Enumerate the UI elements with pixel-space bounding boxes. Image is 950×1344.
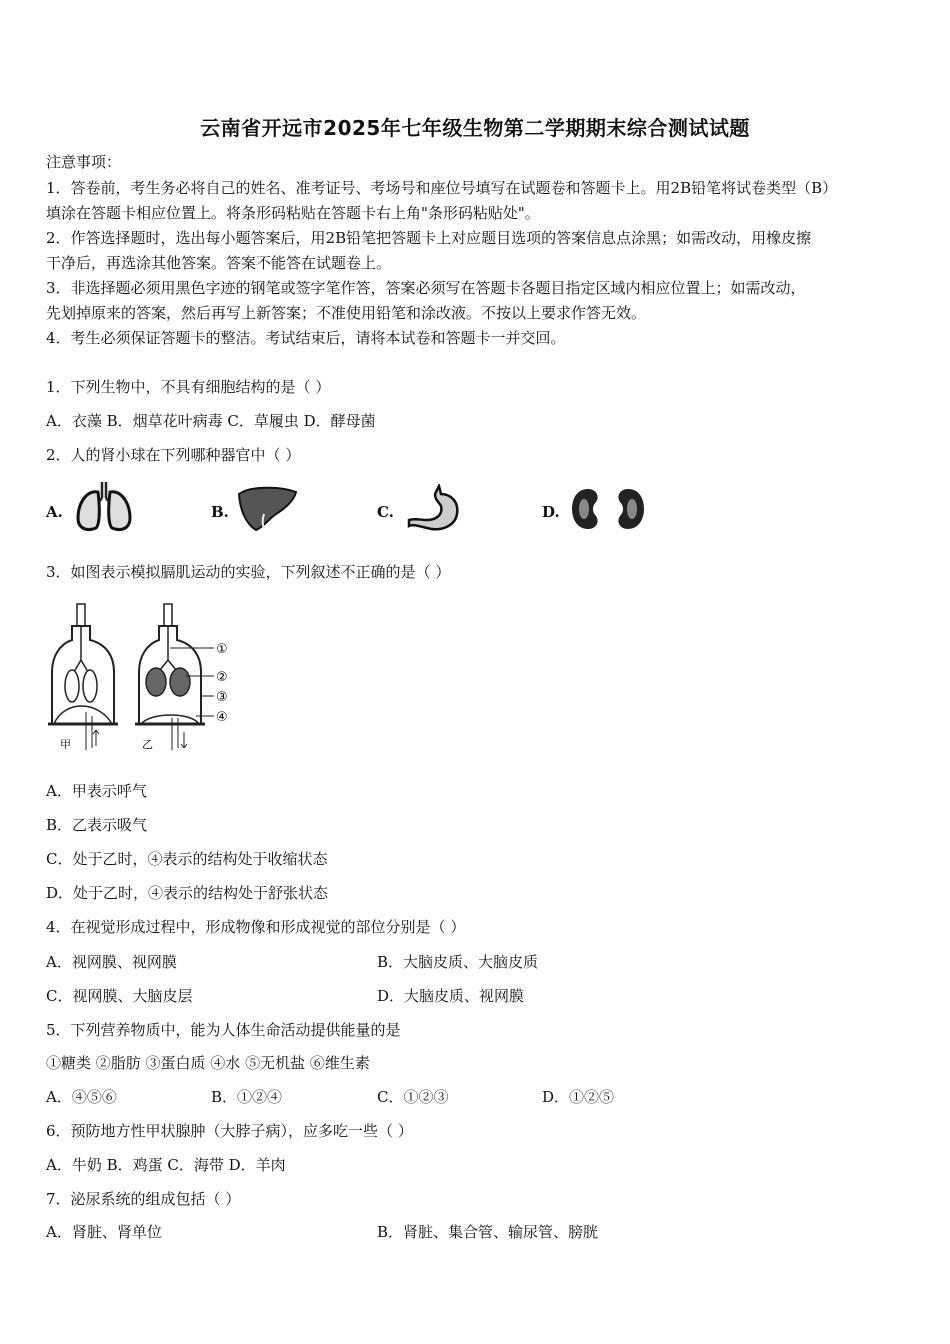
label-yi: 乙 [142, 738, 153, 751]
q4-option-c: C．视网膜、大脑皮层 [46, 987, 193, 1005]
question-3-stem: 3．如图表示模拟膈肌运动的实验，下列叙述不正确的是（ ） [46, 563, 451, 581]
notice-line: 干净后，再选涂其他答案。答案不能答在试题卷上。 [46, 254, 392, 272]
bottle-jia [48, 604, 118, 750]
bottle-yi [135, 604, 214, 750]
q5-option-a: A．④⑤⑥ [46, 1088, 117, 1106]
liver-icon [236, 484, 298, 532]
q7-option-b: B．肾脏、集合管、输尿管、膀胱 [377, 1223, 599, 1241]
q5-items: ①糖类 ②脂肪 ③蛋白质 ④水 ⑤无机盐 ⑥维生素 [46, 1054, 370, 1072]
question-6-stem: 6．预防地方性甲状腺肿（大脖子病），应多吃一些（ ） [46, 1122, 413, 1140]
label-2: ② [216, 670, 228, 685]
q2-option-c-label: C. [377, 503, 394, 521]
q3-option-c: C．处于乙时，④表示的结构处于收缩状态 [46, 850, 328, 868]
notice-line: 1．答卷前，考生务必将自己的姓名、准考证号、考场号和座位号填写在试题卷和答题卡上。用2B铅笔将试卷类型（B） [46, 179, 838, 197]
notice-heading: 注意事项： [46, 153, 122, 171]
label-3: ③ [216, 690, 228, 705]
question-2-stem: 2．人的肾小球在下列哪种器官中（ ） [46, 446, 301, 464]
q3-option-d: D．处于乙时，④表示的结构处于舒张状态 [46, 884, 329, 902]
q7-option-a: A．肾脏、肾单位 [46, 1223, 162, 1241]
question-1-stem: 1．下列生物中，不具有细胞结构的是（ ） [46, 378, 331, 396]
q3-option-a: A．甲表示呼气 [46, 782, 147, 800]
page-title: 云南省开远市2025年七年级生物第二学期期末综合测试试题 [200, 116, 750, 140]
notice-line: 填涂在答题卡相应位置上。将条形码粘贴在答题卡右上角"条形码粘贴处"。 [46, 204, 540, 222]
q4-option-b: B．大脑皮质、大脑皮质 [377, 953, 539, 971]
question-4-stem: 4．在视觉形成过程中，形成物像和形成视觉的部位分别是（ ） [46, 918, 466, 936]
label-jia: 甲 [60, 738, 71, 751]
notice-line: 2．作答选择题时，选出每小题答案后，用2B铅笔把答题卡上对应题目选项的答案信息点涂黑；如需改动，用橡皮擦 [46, 229, 812, 247]
question-7-stem: 7．泌尿系统的组成包括（ ） [46, 1190, 241, 1208]
q2-option-b-label: B. [211, 503, 229, 521]
notice-line: 4．考生必须保证答题卡的整洁。考试结束后，请将本试卷和答题卡一并交回。 [46, 329, 566, 347]
kidneys-icon [570, 486, 646, 532]
q5-option-b: B．①②④ [211, 1088, 283, 1106]
diaphragm-experiment-figure [46, 600, 246, 760]
q4-option-a: A．视网膜、视网膜 [46, 953, 177, 971]
notice-line: 先划掉原来的答案，然后再写上新答案；不准使用铅笔和涂改液。不按以上要求作答无效。 [46, 304, 647, 322]
q4-option-d: D．大脑皮质、视网膜 [377, 987, 525, 1005]
q5-option-d: D．①②⑤ [542, 1088, 615, 1106]
notice-line: 3．非选择题必须用黑色字迹的钢笔或签字笔作答，答案必须写在答题卡各题目指定区域内相应位置上；如需改动， [46, 279, 806, 297]
q2-option-a-label: A. [46, 503, 63, 521]
q3-option-b: B．乙表示吸气 [46, 816, 148, 834]
q5-option-c: C．①②③ [377, 1088, 449, 1106]
question-5-stem: 5．下列营养物质中，能为人体生命活动提供能量的是 [46, 1021, 401, 1039]
question-1-options: A．衣藻 B．烟草花叶病毒 C．草履虫 D．酵母菌 [46, 412, 376, 430]
question-6-options: A．牛奶 B．鸡蛋 C．海带 D．羊肉 [46, 1156, 286, 1174]
label-4: ④ [216, 710, 228, 725]
label-1: ① [216, 642, 228, 657]
stomach-icon [405, 484, 465, 534]
q2-option-d-label: D. [542, 503, 560, 521]
lungs-icon [72, 478, 136, 534]
